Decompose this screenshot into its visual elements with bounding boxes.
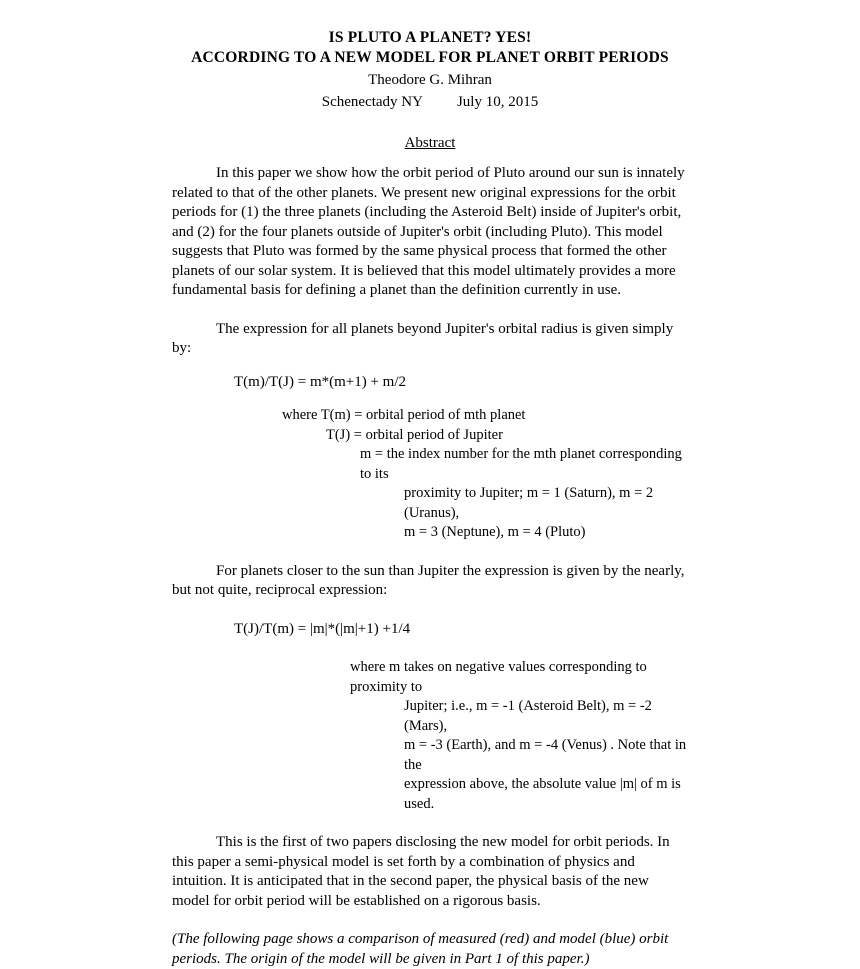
paper-title-line-1: IS PLUTO A PLANET? YES!: [328, 29, 532, 46]
where-block-2-line-3: m = -3 (Earth), and m = -4 (Venus) . Note that in the: [404, 737, 687, 773]
abstract-paragraph: In this paper we show how the orbit period of Pluto around our sun is innately related to that of the other planets. We present new original expressions for the orbit periods for (1) the three planets (including the Asteroid Belt) inside of Jupiter's orbit, and (2) for the four planets outside of Jupiter's orbit (including Pluto). This model suggests that Pluto was formed by the same physical process that formed the other planets of our solar system. It is believed that this model ultimately provides a more fundamental basis for defining a planet than the definition currently in use.: [172, 165, 685, 298]
paragraph-beyond-jupiter: The expression for all planets beyond Jupiter's orbital radius is given simply by:: [172, 320, 674, 356]
where-block-1-line-5: m = 3 (Neptune), m = 4 (Pluto): [404, 524, 586, 540]
equation-1: T(m)/T(J) = m*(m+1) + m/2: [234, 373, 407, 390]
affiliation-date: July 10, 2015: [456, 94, 539, 110]
affiliation-place: Schenectady NY: [321, 94, 423, 110]
paper-affiliation: [172, 92, 688, 113]
title-block: [172, 28, 688, 113]
paper-author: Theodore G. Mihran: [368, 72, 492, 88]
where-block-2-line-2: Jupiter; i.e., m = -1 (Asteroid Belt), m = -2 (Mars),: [404, 698, 652, 734]
abstract-heading-text: Abstract: [404, 135, 456, 151]
where-block-1-line-3: m = the index number for the mth planet corresponding to its: [360, 446, 682, 482]
where-block-1-line-1: where T(m) = orbital period of mth planet: [282, 407, 526, 423]
where-block-1-line-4: proximity to Jupiter; m = 1 (Saturn), m = 2 (Uranus),: [404, 485, 654, 521]
paper-title-line-2: ACCORDING TO A NEW MODEL FOR PLANET ORBIT PERIODS: [191, 49, 669, 66]
paragraph-first-of-two: This is the first of two papers disclosing the new model for orbit periods. In this paper a semi-physical model is set forth by a combination of physics and intuition. It is anticipated that in the second paper, the physical basis of the new model for orbit period will be established on a rigorous basis.: [172, 834, 670, 909]
where-block-2-line-1: where m takes on negative values corresponding to proximity to: [350, 659, 647, 695]
paragraph-closer-to-sun: For planets closer to the sun than Jupiter the expression is given by the nearly, but not quite, reciprocal expression:: [172, 562, 685, 598]
abstract-heading: [172, 135, 688, 152]
equation-2: T(J)/T(m) = |m|*(|m|+1) +1/4: [234, 620, 411, 637]
where-block-2-line-4: expression above, the absolute value |m| of m is used.: [404, 776, 681, 812]
where-block-1-line-2: T(J) = orbital period of Jupiter: [326, 426, 503, 443]
closing-note: (The following page shows a comparison of measured (red) and model (blue) orbit periods. The origin of the model will be given in Part 1 of this paper.): [172, 931, 669, 967]
